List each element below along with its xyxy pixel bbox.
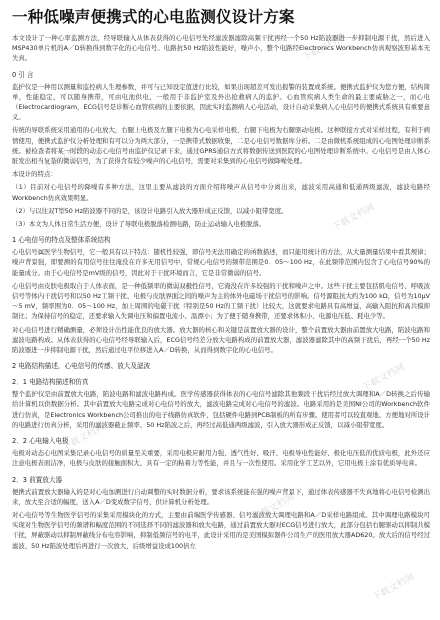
section-heading: 2．1 电路结构描述和仿真 — [12, 378, 89, 387]
section-heading: 0 引 言 — [12, 70, 34, 79]
watermark: 下载文档网 — [371, 572, 417, 604]
watermark: 下载文档网 — [331, 202, 377, 234]
paragraph: 对心电信号进行精确测量，必须设计出性能优良的放大器。放大器的核心和关键是前置放大器的设计，整个前置放大器由前置放大电路，陷波电路和滤波电路构成。从体表获得的心电信号经导联输入后，ECG信号经差分放大电路构成的前置放大器，滤波器滤除其中的高频干扰后，再经一个50 Hz陷波器进一步抑制电源干扰，然后通过电平位移进入A／D转换，从而得到数字化的心电信号。 — [12, 325, 430, 355]
paragraph: 整个监护仪是由前置放大电路，陷波电路和滤波电路构成。医学传感器获得体表的心电信号滤除其他频段干扰后经过放大调理和A／D转换之后传输给计算机以供数据分析。其中前置放大电路完成对心电信号的放大，滤波电路完成对心电信号的滤波。电路采用的是美国NI公司的Workbench软件进行仿真，是Electronics Workbench公司推出的电子线路仿真软件，包括硬件电路到PCB制板的所有步骤。使用者可以较直观地、方便地对所设计的电路进行仿真分析，采用的滤波器截止频率、50 Hz陷波之后，再经过高低通两级滤波，引入放大器形成正反馈，以减小阻带宽度。 — [12, 390, 430, 429]
paragraph: 传统的导联系统采用通用的心电放大，右腿上电极及左腿下电极为心电采样电极，右腿下电极为右腿驱动电极。这种联接方式对采样过程，有利于病情使用，便携式监护仪分析处理和有可以分为两大部分，一是携带式数据收集，二是心电信号数据库分析。二是由微机系统组成的心电图处理诊断系统。被检查者将某一时段的动态心电信号由监护仪记录下来，通过GPRS通信方式将数据传送到医院的心电图处理诊断系统中。心电信号是由人体心脏发出相当复杂的微弱信号，为了获得含有较少噪声的心电信号，需要对采集到的心电信号做降噪处理。 — [12, 126, 430, 166]
paragraph: 心电信号由皮肤电极取自于人体表面，是一种低频率的微弱双极性信号，它淹没在许多较强的干扰和噪声之中。这些干扰主要包括肌电信号、呼吸波信号等体内干扰信号和以50 Hz工频干扰、电极与皮肤界面之间的噪声为主的体外电磁场干扰信号的影响。信号源阻抗大约为100 kΩ，信号为10μV～5 mV，频率围为0．05～100 Hz，加上周围的电磁干扰（特别是50 Hz的工频干扰）比较大，这就要求电路具有高增益、高输入阻抗和高共模抑制比；为保持信号的稳定，还要求输入失调电压和偏置电流小、温漂小；为了便于随身携带，还要求体积小、电源电压低、耗电少等。 — [12, 281, 430, 321]
document-body — [12, 33, 430, 551]
section-heading: 2．2 心电输入电极 — [12, 437, 69, 446]
paragraph: 本文设计了一种心率监测方法，经导联输入从体表获得的心电信号先经滤波器滤除高频干扰再经一个50 Hz陷波器进一步抑制电源干扰，然后进入MSP430单片机的A／D转换得到数字化的心电信号。电路抗50 Hz陷波性能好，噪声小，整个电路经Electronics Workbench仿真观察波形基本无失真。 — [12, 34, 430, 63]
paragraph: 本设计的特点： — [12, 170, 57, 179]
paragraph: （2）与以往双T型50 Hz陷波器不同的是，该设计电路引入放大器形成正反馈，以减小阻带宽度。 — [12, 206, 288, 215]
paragraph: 对心电信号等生物医学信号的采集采用模块化的方式，主要由前端医学传感器、信号滤波放大调理电路和A／D采样电路组成。其中调理电路模块可实现对生物医学信号的频谱和幅度范围的不同选择不同的滤波器和放大电路，通过前置放大器对ECG信号进行放大，此部分包括右腿驱动以抑制共模干扰，屏蔽驱动以抑制屏蔽线分布电容影响，抑制低频信号的电平，此设计采用的是美国模拟器件公司生产的医用放大器AD620。放大后的信号经过滤波、50 Hz陷波处理后再进行一次放大，后级增益设成100倍左 — [12, 510, 430, 550]
watermark: 下载文档网 — [301, 32, 347, 64]
watermark: 下载文档网 — [361, 362, 407, 394]
document-title: 一种低噪声便携式的心电监测仪设计方案 — [12, 8, 295, 26]
paragraph: 便携式前置放大器输入的是对心电加测进行自动调整的实时数据分析，要求该系统能在强的噪声背景下，通过体表传感器不失真地将心电信号检测出来，放大至合适的幅度，送入A／D变成数字信号，供计算机分析处理。 — [12, 487, 430, 506]
document-page — [12, 6, 430, 554]
section-heading: 1 心电信号的特点及整体系统结构 — [12, 236, 111, 245]
section-heading: 2．3 前置放大器 — [12, 475, 63, 484]
paragraph: 电极对动态心电图采集记录心电信号的质量至关重要，采用电极应耐用力强、透气性好、吸汗、电极导电性能好、极化电压低的优质电极，此外还应注意电极表面洁净，电极与皮肤的接触面积大、具有一定的粘着力等性能，并且与一次性使用。采用化学工艺以外，它用电极上涂有优质导电膏。 — [12, 449, 430, 468]
paragraph: 心电信号属医学生物信号，它一般具有以下特点：随机性较强，即信号无法用确定的函数描述，而只能用统计的方法，从大量测量结果中看其规律；噪声背景强，即要测的有用信号往往淹没在许多无用信号中，常规心电信号的频带范围是0．05～100 Hz，在此频带范围内包含了心电信号90%的能量成分。由于心电信号是mV级的信号，因此对于干扰环境而言，它是非常微弱的信号。 — [12, 248, 430, 277]
paragraph: 监护仪是一种用以测量和监控病人生理参数，并可与已知设定值进行比较，如果出现超差可发出报警的装置或系统。便携式监护仪为您方便，结构简单，性能稳定，可以随身携带，可由电池供电，一般用于非监护室及外出抢救病人的监护。心血管疾病人类生命的最主要威胁之一，而心电（Electrocardiogram，ECG信号是诊断心血管疾病的主要依据，因此实时监测病人心电活动，设计自动采集病人心电信号的便携式系统具有重要意义。 — [12, 82, 430, 122]
paragraph: （1）目前对心电信号的降噪有多种方法，这里主要从滤波的方面介绍将噪声从信号中分离出来，滤波采用高通和低通两级滤波，滤波电路经Workbench仿真效果明显。 — [12, 183, 430, 202]
watermark: 下载文档网 — [251, 492, 297, 524]
watermark: 下载文档网 — [151, 282, 197, 314]
paragraph: （3）本文为人体日常生活方便，设计了导联电极脱落检测电路，防止运动输入电极脱落。 — [12, 220, 266, 229]
watermark: 下载文档网 — [61, 422, 107, 454]
section-heading: 2 电路结构描述，心电信号的传感、放大及滤波 — [12, 362, 151, 371]
watermark: 下载文档网 — [41, 142, 87, 174]
